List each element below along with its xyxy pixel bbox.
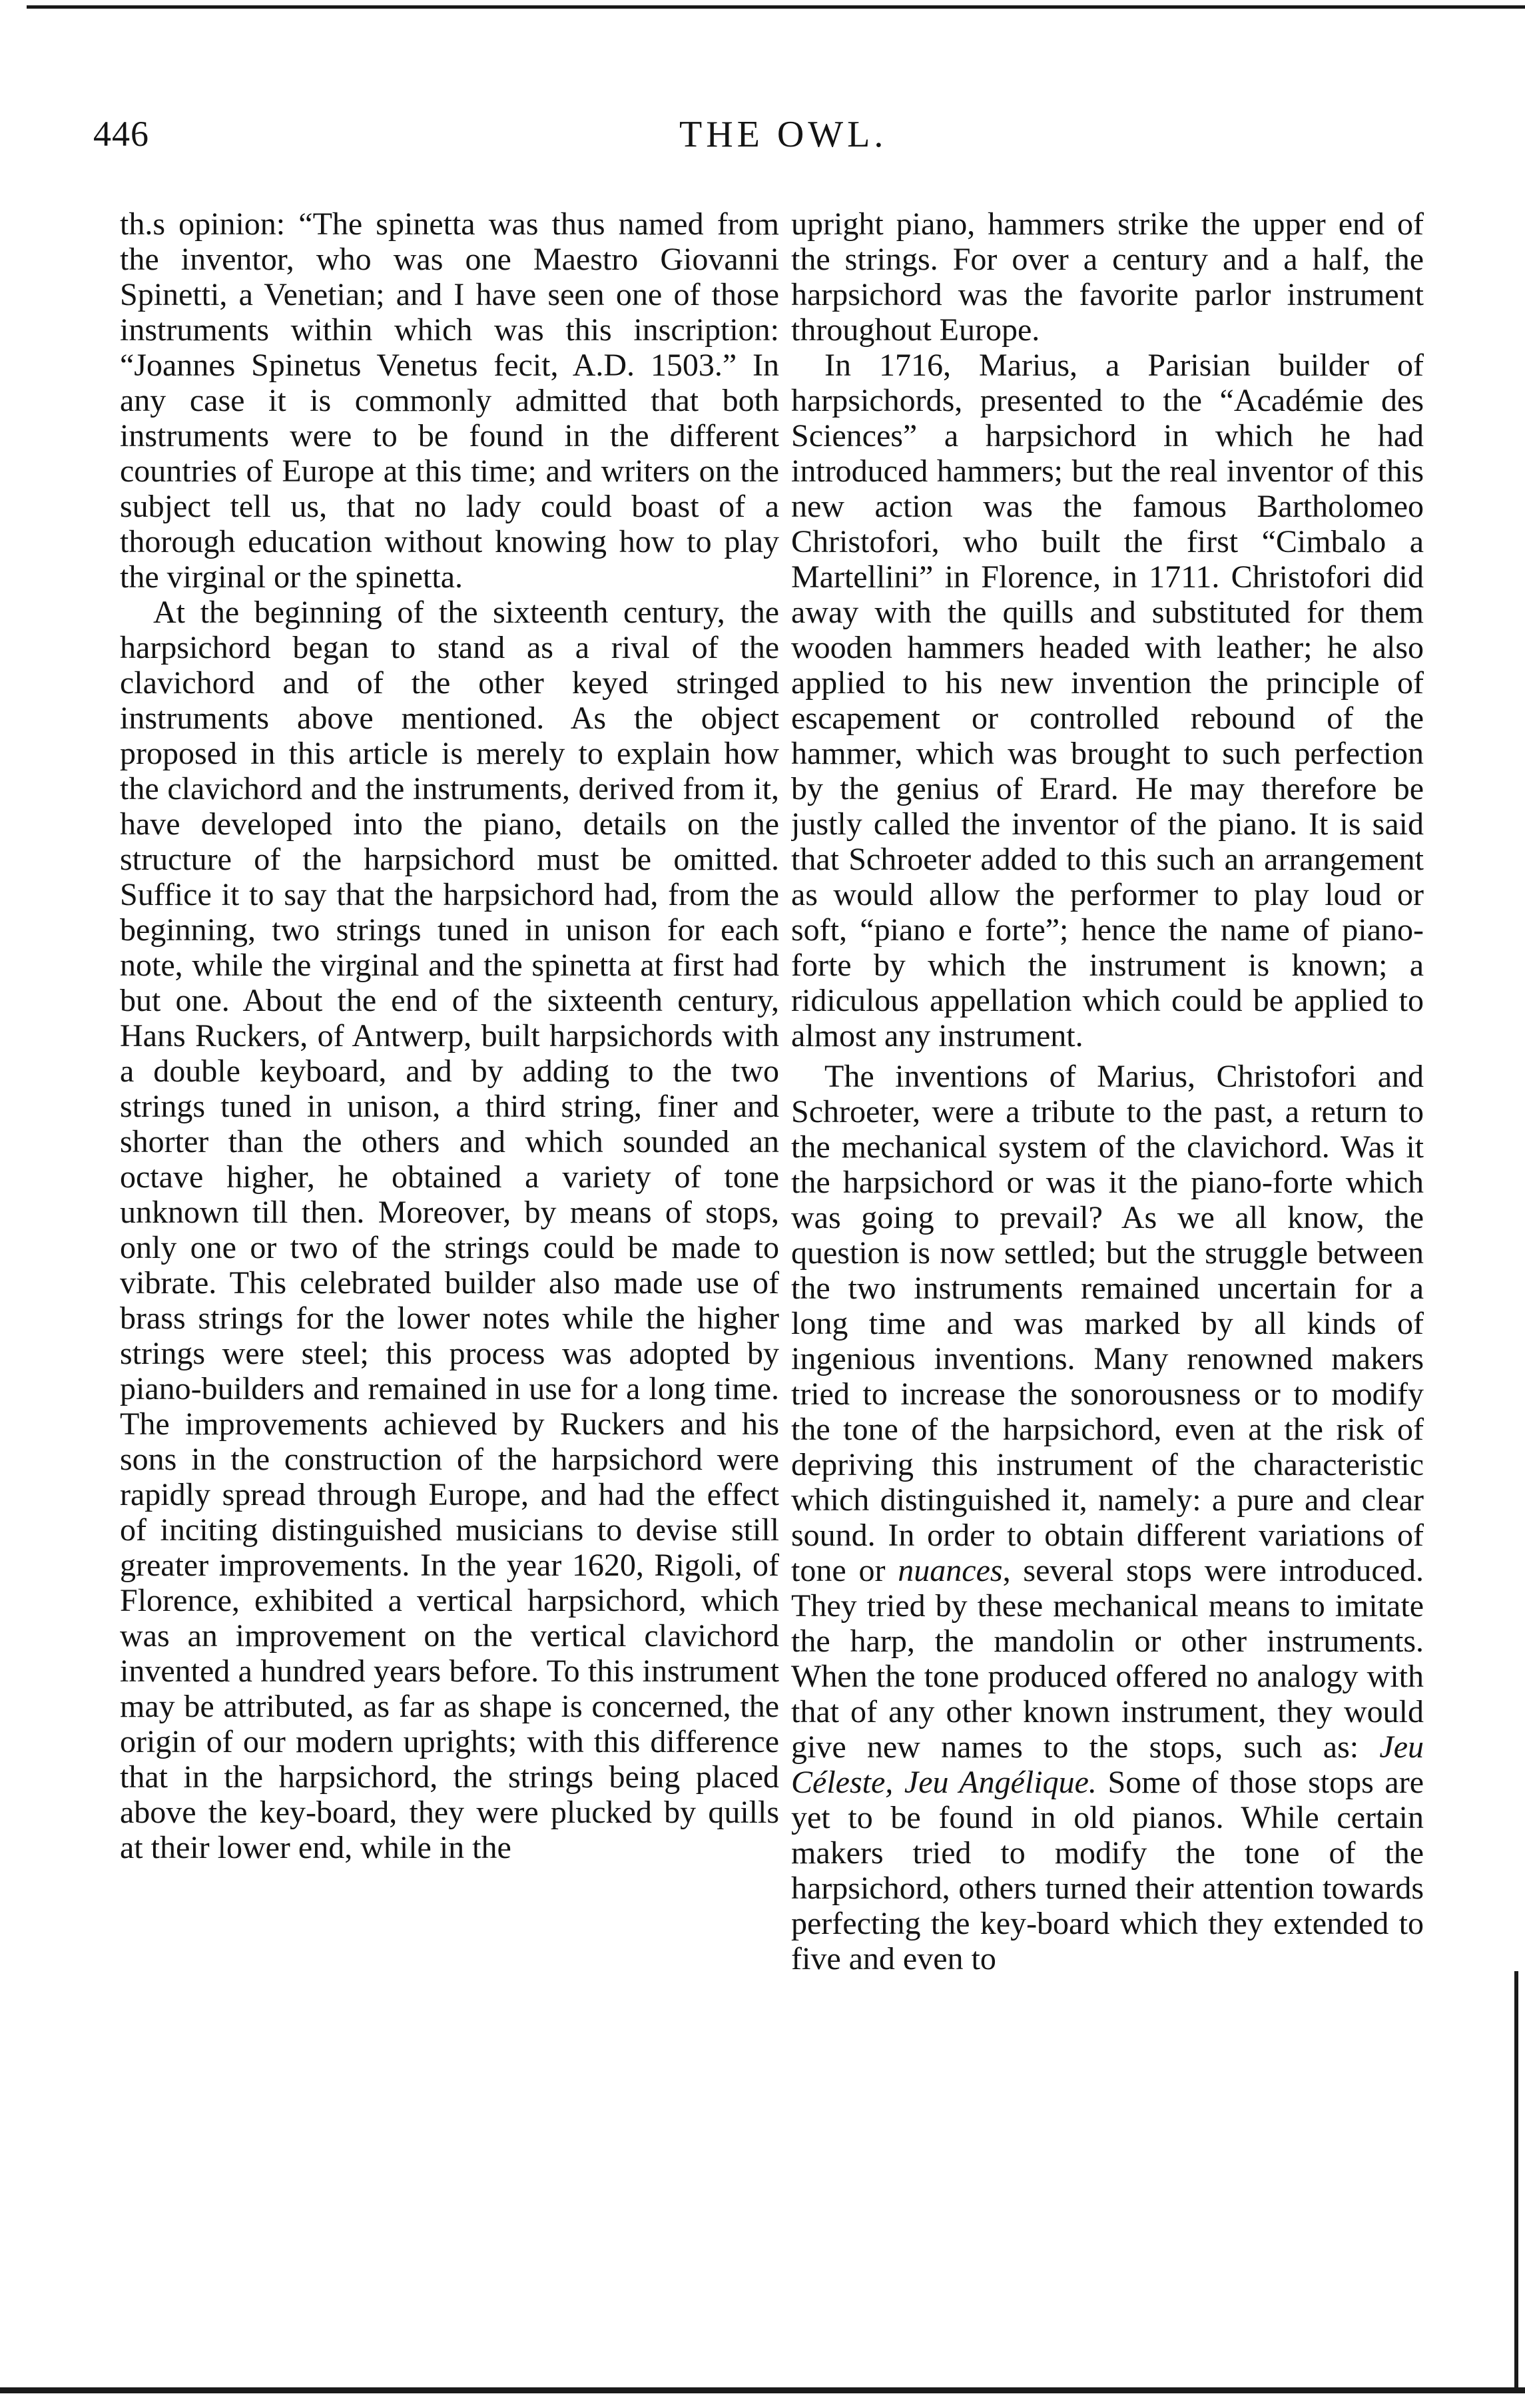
paragraph-continued: th.s opinion: “The spinetta was thus named from the inventor, who was one Maestro Giovanni Spinetti, a Venetian; and I have seen one of those instruments within which was this inscription: “Joannes Spinetus Venetus fecit, A.D. 1503.” In any case it is commonly admitted that both instruments were to be found in the different countries of Europe at this time; and writers on the subject tell us, that no lady could boast of a thorough education without knowing how to play the virginal or the spinetta. [120,206,779,595]
paragraph-harpsichord-rival: At the beginning of the sixteenth century, the harpsichord began to stand as a rival of the clavichord and of the other keyed stringed instruments above mentioned. As the object proposed in this article is merely to explain how the clavichord and the instruments, derived from it, have developed into the piano, details on the structure of the harpsichord must be omitted. Suffice it to say that the harpsichord had, from the beginning, two strings tuned in unison for each note, while the virginal and the spinetta at first had but one. About the end of the sixteenth century, Hans Ruckers, of Antwerp, built harpsichords with a double keyboard, and by adding to the two strings tuned in unison, a third string, finer and shorter than the others and which sounded an octave higher, he obtained a variety of tone unknown till then. Moreover, by means of stops, only one or two of the strings could be made to vibrate. This celebrated builder also made use of brass strings for the lower notes while the higher strings were steel; this process was adopted by piano-builders and remained in use for a long time. The improvements achieved by Ruckers and his sons in the construction of the harpsichord were rapidly spread through Europe, and had the effect of inciting distinguished musicians to devise still greater improvements. In the year 1620, Rigoli, of Florence, exhibited a vertical harpsichord, which was an improvement on the vertical clavichord invented a hundred years before. To this instrument may be attributed, as far as shape is concerned, the origin of our modern uprights; with this difference that in the harpsichord, the strings being placed above the key-board, they were plucked by quills at their lower end, while in the [120,595,779,1865]
top-rule [27,5,1525,9]
paragraph-inventions-text-3: Some of those stops are yet to be found in old pianos. While certain makers tried to modify the tone of the harpsichord, others turned their attention towards perfecting the key-board which they extended to five and even to [791,1765,1424,1976]
italic-nuances: nuances [898,1553,1003,1588]
running-head: THE OWL. [679,114,888,155]
page-header [93,113,1425,173]
page-edge-shadow [1514,1971,1518,2391]
bottom-rule [0,2387,1525,2393]
page-number: 446 [93,114,149,154]
paragraph-marius: In 1716, Marius, a Parisian builder of harpsichords, presented to the “Académie des Sciences” a harpsichord in which he had introduced hammers; but the real inventor of this new action was the famous Bartholomeo Christofori, who built the first “Cimbalo a Martellini” in Florence, in 1711. Christofori did away with the quills and substituted for them wooden hammers headed with leather; he also applied to his new invention the principle of escapement or controlled rebound of the hammer, which was brought to such perfection by the genius of Erard. He may therefore be justly called the inventor of the piano. It is said that Schroeter added to this such an arrangement as would allow the performer to play loud or soft, “piano e forte”; hence the name of piano-forte by which the instrument is known; a ridiculous appellation which could be applied to almost any instrument. [791,348,1424,1054]
paragraph-inventions [791,1059,1424,1976]
paragraph-inventions-text-2: , several stops were introduced. They tried by these mechanical means to imitate the harp, the mandolin or other instruments. When the tone produced offered no analogy with that of any other known instrument, they would give new names to the stops, such as: [791,1553,1424,1765]
italic-stop-names: Jeu Céleste, Jeu Angélique. [791,1729,1424,1800]
paragraph-upright-piano: upright piano, hammers strike the upper end of the strings. For over a century and a half, the harpsichord was the favorite parlor instrument throughout Europe. [791,206,1424,348]
left-column [120,206,779,2364]
paragraph-inventions-text-1: The inventions of Marius, Christofori and Schroeter, were a tribute to the past, a return to the mechanical system of the clavichord. Was it the harpsichord or was it the piano-forte which was going to prevail? As we all know, the question is now settled; but the struggle between the two instruments remained uncertain for a long time and was marked by all kinds of ingenious inventions. Many renowned makers tried to increase the sonorousness or to modify the tone of the harpsichord, even at the risk of depriving this instrument of the characteristic which distinguished it, namely: a pure and clear sound. In order to obtain different variations of tone or [791,1059,1424,1588]
right-column [791,206,1424,2364]
